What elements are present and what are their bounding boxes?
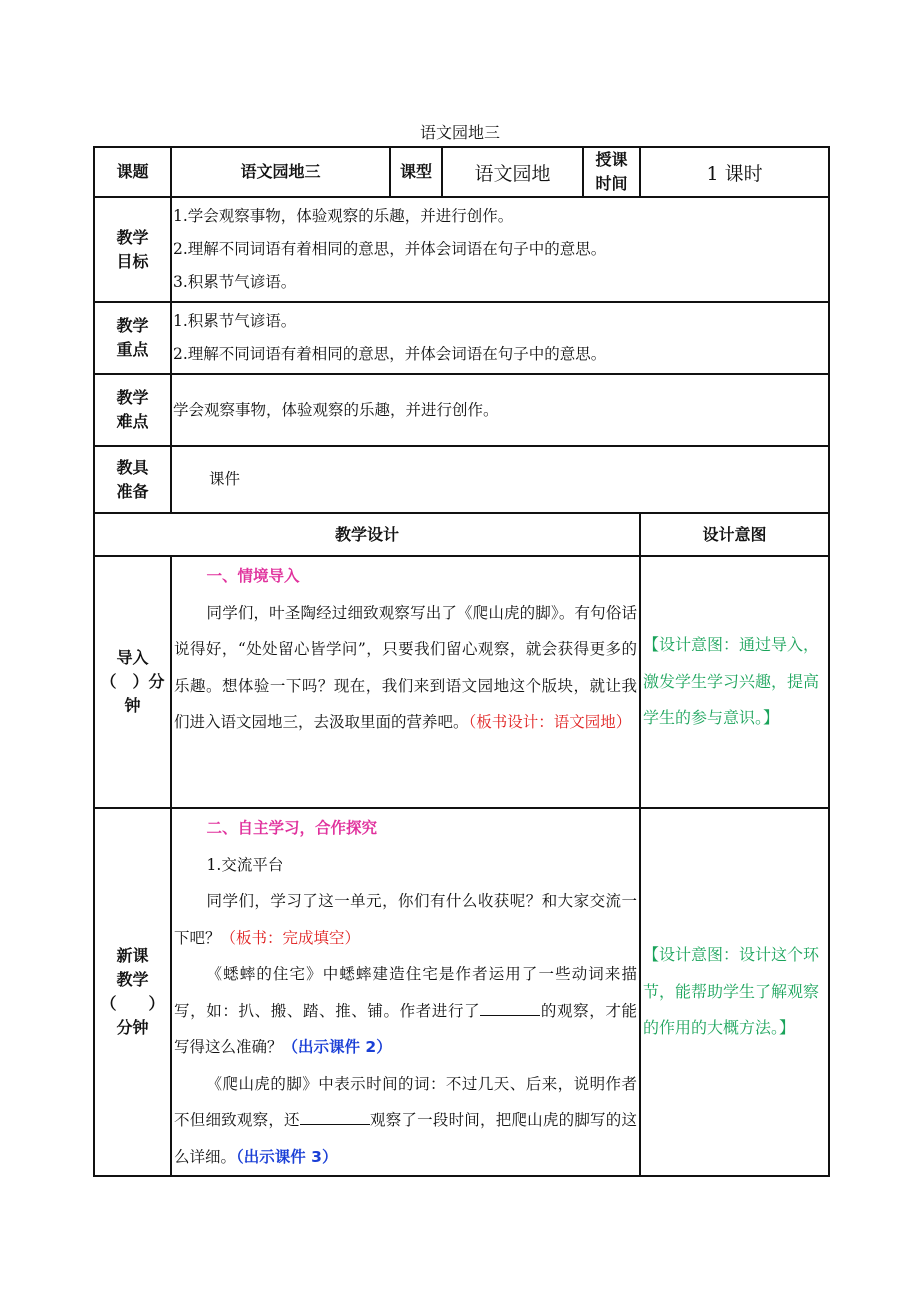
goals-label: 教学 目标	[94, 197, 171, 302]
time-label-line2: 时间	[595, 174, 628, 193]
goals-row	[94, 197, 829, 302]
topic-label: 课题	[94, 147, 171, 197]
board-note: （板书设计：语文园地）	[468, 713, 632, 731]
goal-item: 2.理解不同词语有着相同的意思，并体会词语在句子中的意思。	[173, 240, 607, 258]
time-label-line1: 授课	[595, 150, 628, 169]
paragraph-3: 《爬山虎的脚》中表示时间的词：不过几天、后来，说明作者不但细致观察，还 观察了一段时间，把爬山虎的脚写的这么详细。（出示课件 3）	[174, 1074, 637, 1166]
materials-row	[94, 446, 829, 513]
type-label: 课型	[390, 147, 442, 197]
goals-content	[171, 197, 829, 302]
key-points-label: 教学 重点	[94, 302, 171, 374]
key-point-item: 1.积累节气谚语。	[173, 312, 297, 330]
intro-heading: 一、情境导入	[206, 567, 300, 585]
intro-label: 导入 （ ）分 钟	[94, 556, 171, 808]
key-points-row	[94, 302, 829, 374]
paragraph-1: 同学们，学习了这一单元，你们有什么收获呢？和大家交流一下吧？（板书：完成填空）	[174, 892, 637, 947]
exchange-platform-title: 1.交流平台	[206, 855, 284, 874]
materials-label: 教具 准备	[94, 446, 171, 513]
difficulties-content: 学会观察事物，体验观察的乐趣，并进行创作。	[171, 374, 829, 446]
intro-paragraph: 同学们，叶圣陶经过细致观察写出了《爬山虎的脚》。有句俗话说得好，“处处留心皆学问”，只要我们留心观察，就会获得更多的乐趣。想体验一下吗？现在，我们来到语文园地这个版块，就让我们进入语文园地三，去汲取里面的营养吧。（板书设计：语文园地）	[174, 603, 637, 731]
intro-intent: 【设计意图：通过导入，激发学生学习兴趣，提高学生的参与意识。】	[640, 556, 829, 808]
time-value: 1 课时	[640, 147, 829, 197]
design-header-row	[94, 513, 829, 556]
time-label	[583, 147, 640, 197]
new-lesson-intent: 【设计意图：设计这个环节，能帮助学生了解观察的作用的大概方法。】	[640, 808, 829, 1176]
lesson-plan-table	[93, 146, 830, 1177]
type-value: 语文园地	[442, 147, 583, 197]
difficulties-row	[94, 374, 829, 446]
new-lesson-section-row	[94, 808, 829, 1176]
materials-content: 课件	[171, 446, 829, 513]
board-note: （板书：完成填空）	[220, 928, 361, 947]
goal-item: 1.学会观察事物，体验观察的乐趣，并进行创作。	[173, 207, 514, 225]
header-row	[94, 147, 829, 197]
design-header-left: 教学设计	[94, 513, 640, 556]
paragraph-2: 《蟋蟀的住宅》中蟋蟀建造住宅是作者运用了一些动词来描写，如：扒、搬、踏、推、铺。作者进行了 的观察，才能写得这么准确？（出示课件 2）	[174, 965, 637, 1056]
document-title: 语文园地三	[419, 123, 500, 142]
courseware-link: （出示课件 2）	[282, 1038, 392, 1056]
courseware-link: （出示课件 3）	[236, 1147, 338, 1166]
new-lesson-label: 新课 教学 （ ） 分钟	[94, 808, 171, 1176]
intro-section-row	[94, 556, 829, 808]
topic-value: 语文园地三	[171, 147, 390, 197]
difficulties-label: 教学 难点	[94, 374, 171, 446]
goal-item: 3.积累节气谚语。	[173, 273, 297, 291]
new-lesson-heading: 二、自主学习，合作探究	[206, 819, 378, 837]
new-lesson-content	[171, 808, 640, 1176]
fill-blank	[480, 997, 540, 1016]
intro-content	[171, 556, 640, 808]
design-header-right: 设计意图	[640, 513, 829, 556]
fill-blank	[300, 1106, 370, 1125]
key-point-item: 2.理解不同词语有着相同的意思，并体会词语在句子中的意思。	[173, 345, 607, 363]
key-points-content	[171, 302, 829, 374]
